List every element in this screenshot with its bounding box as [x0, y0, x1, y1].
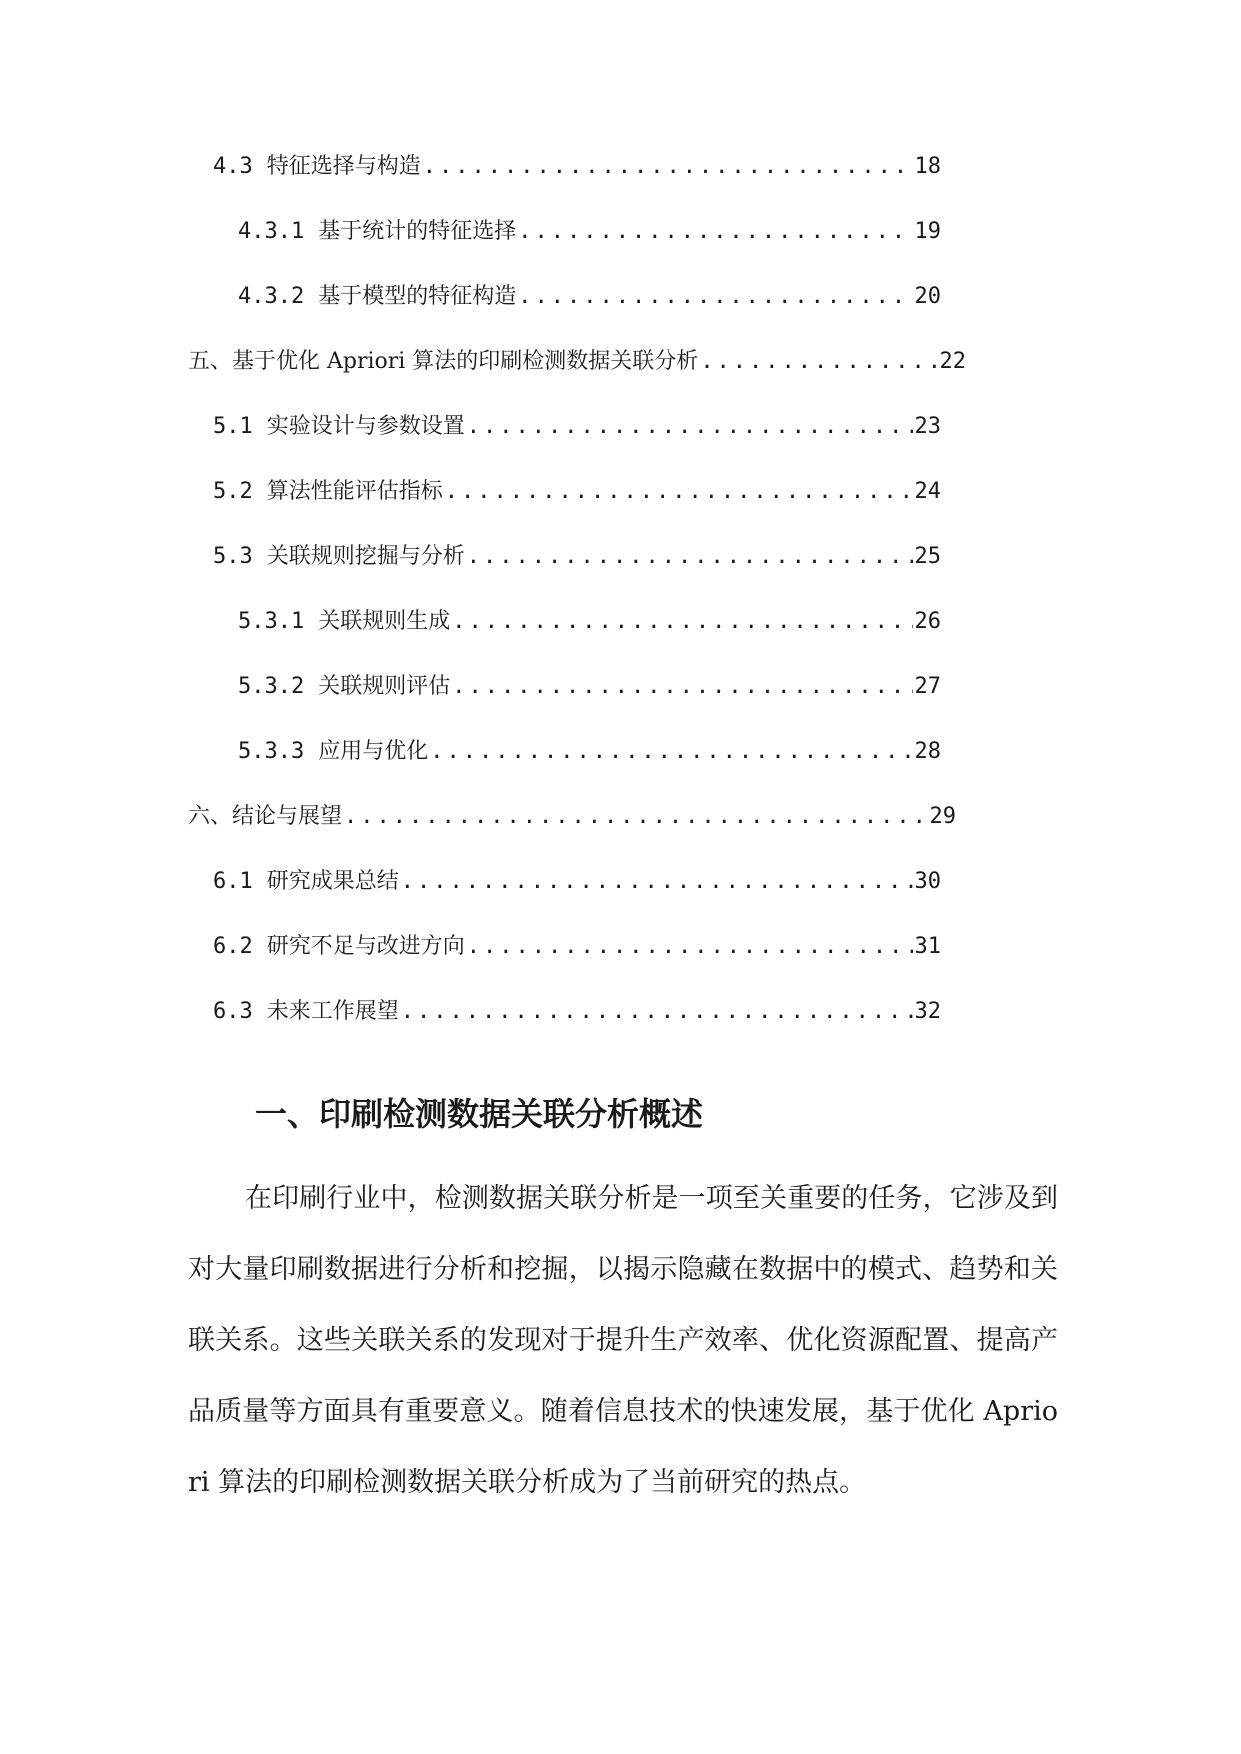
toc-entry[interactable] [213, 542, 941, 572]
toc-entry-text [238, 282, 516, 312]
toc-entry-title: 五、基于优化 Apriori 算法的印刷检测数据关联分析 [188, 349, 699, 374]
toc-entry-text [213, 997, 399, 1027]
toc-entry-text [213, 152, 421, 182]
toc-leader-dots [518, 217, 912, 247]
toc-entry[interactable] [238, 672, 941, 702]
toc-entry[interactable] [238, 282, 941, 312]
toc-entry-text [188, 802, 342, 832]
toc-entry-text [213, 867, 399, 897]
toc-entry-page: 25 [914, 544, 941, 569]
toc-leader-dots [467, 932, 913, 962]
toc-entry-page: 20 [914, 284, 941, 309]
toc-entry[interactable] [213, 997, 941, 1027]
toc-entry-title: 六、结论与展望 [188, 804, 343, 829]
toc-entry[interactable] [213, 932, 941, 962]
toc-leader-dots [452, 672, 912, 702]
toc-entry-text [213, 932, 465, 962]
toc-entry-text [188, 347, 698, 377]
toc-leader-dots [700, 347, 937, 377]
toc-leader-dots [401, 997, 913, 1027]
toc-entry[interactable] [213, 412, 941, 442]
toc-entry[interactable] [213, 152, 941, 182]
toc-entry-number: 6.3 [213, 999, 253, 1024]
toc-entry-number: 5.3 [213, 544, 253, 569]
toc-leader-dots [452, 607, 912, 637]
section-heading: 一、印刷检测数据关联分析概述 [255, 1095, 704, 1133]
toc-entry-number: 5.1 [213, 414, 253, 439]
toc-entry[interactable] [238, 217, 941, 247]
toc-entry[interactable] [188, 802, 956, 832]
toc-entry-number: 4.3 [213, 154, 253, 179]
toc-entry-title: 算法性能评估指标 [266, 479, 443, 504]
toc-entry-title: 关联规则生成 [318, 609, 451, 634]
toc-entry-title: 关联规则评估 [318, 674, 451, 699]
toc-entry-title: 实验设计与参数设置 [266, 414, 465, 439]
toc-entry[interactable] [238, 607, 941, 637]
toc-entry-number: 5.3.1 [238, 609, 305, 634]
toc-entry-number: 6.1 [213, 869, 253, 894]
toc-entry-page: 32 [914, 999, 941, 1024]
toc-entry-title: 研究不足与改进方向 [266, 934, 465, 959]
toc-entry-title: 研究成果总结 [266, 869, 399, 894]
toc-leader-dots [467, 542, 913, 572]
toc-entry-page: 19 [914, 219, 941, 244]
toc-entry-title: 基于统计的特征选择 [318, 219, 517, 244]
toc-entry-title: 未来工作展望 [266, 999, 399, 1024]
toc-leader-dots [467, 412, 913, 442]
toc-entry-title: 应用与优化 [318, 739, 429, 764]
toc-entry-number: 5.3.2 [238, 674, 305, 699]
toc-entry-text [213, 412, 465, 442]
toc-entry-page: 30 [914, 869, 941, 894]
toc-leader-dots [423, 152, 913, 182]
toc-entry-number: 6.2 [213, 934, 253, 959]
toc-entry-text [238, 737, 428, 767]
toc-entry[interactable] [188, 347, 966, 377]
toc-leader-dots [344, 802, 927, 832]
toc-entry[interactable] [213, 867, 941, 897]
toc-entry-page: 27 [914, 674, 941, 699]
toc-entry-page: 29 [929, 804, 956, 829]
toc-entry-page: 28 [914, 739, 941, 764]
toc-entry-text [238, 607, 450, 637]
toc-entry-title: 关联规则挖掘与分析 [266, 544, 465, 569]
toc-entry-number: 5.2 [213, 479, 253, 504]
toc-entry-number: 4.3.1 [238, 219, 305, 244]
toc-entry-page: 31 [914, 934, 941, 959]
toc-entry-text [213, 477, 443, 507]
toc-entry-page: 24 [914, 479, 941, 504]
toc-entry-page: 26 [914, 609, 941, 634]
toc-entry-title: 基于模型的特征构造 [318, 284, 517, 309]
toc-entry-number: 5.3.3 [238, 739, 305, 764]
toc-entry-text [238, 672, 450, 702]
toc-leader-dots [401, 867, 913, 897]
toc-entry-title: 特征选择与构造 [266, 154, 421, 179]
toc-entry-number: 4.3.2 [238, 284, 305, 309]
toc-entry-text [238, 217, 516, 247]
toc-entry-page: 22 [939, 349, 966, 374]
toc-leader-dots [518, 282, 912, 312]
toc-entry-text [213, 542, 465, 572]
toc-entry-page: 18 [914, 154, 941, 179]
toc-entry[interactable] [238, 737, 941, 767]
toc-entry-page: 23 [914, 414, 941, 439]
toc-leader-dots [430, 737, 912, 767]
body-paragraph: 在印刷行业中，检测数据关联分析是一项至关重要的任务，它涉及到对大量印刷数据进行分析和挖掘，以揭示隐藏在数据中的模式、趋势和关联关系。这些关联关系的发现对于提升生产效率、优化资源配置、提高产品质量等方面具有重要意义。随着信息技术的快速发展，基于优化 Apriori 算法的印刷检测数据关联分析成为了当前研究的热点。 [188, 1183, 1058, 1498]
toc-entry[interactable] [213, 477, 941, 507]
toc-leader-dots [445, 477, 913, 507]
